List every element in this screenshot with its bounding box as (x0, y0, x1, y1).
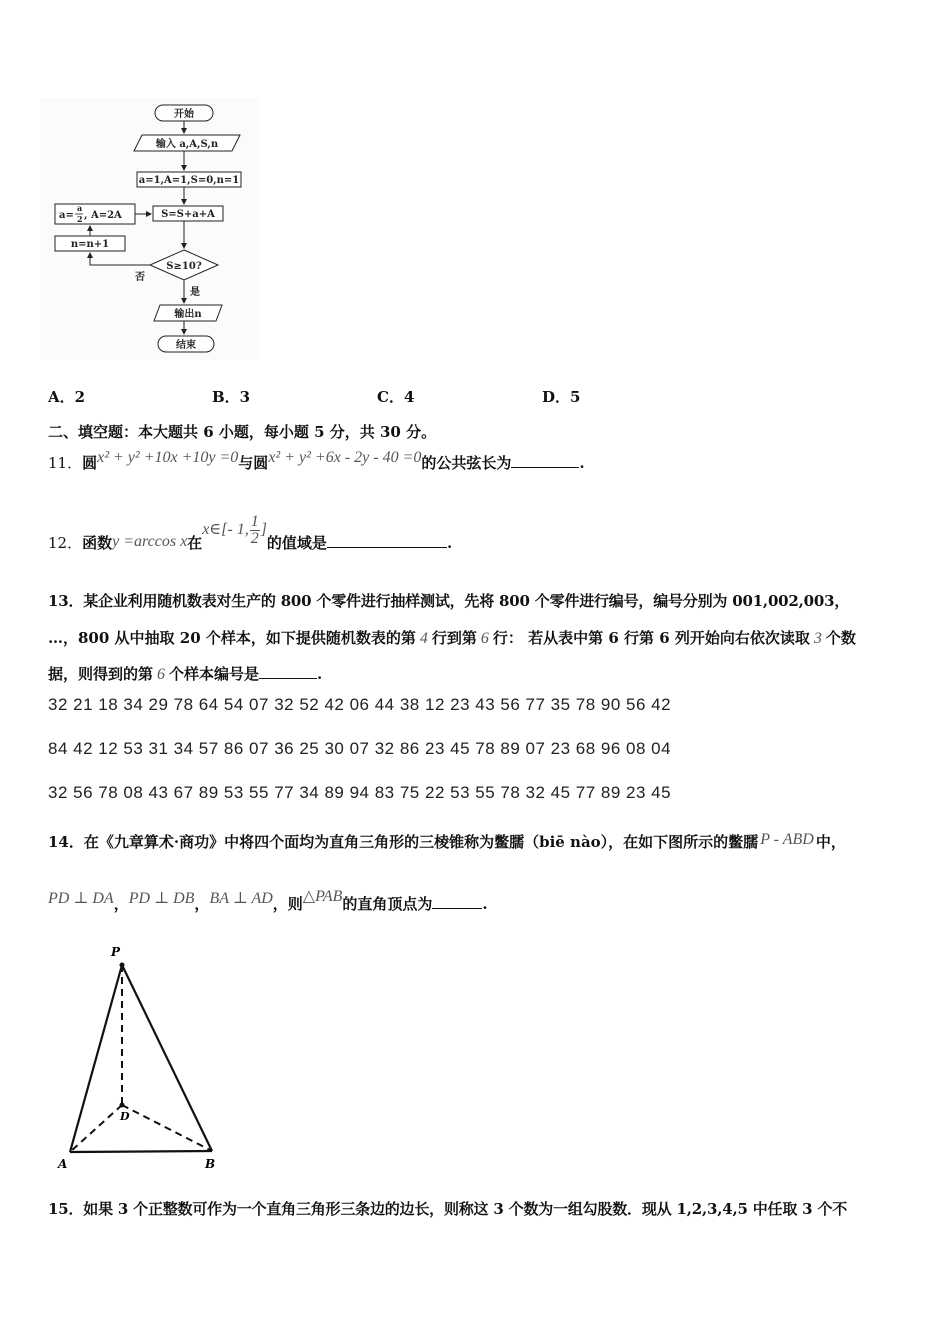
flow-update-prefix: a= (59, 210, 74, 221)
q14-cond-2: PD ⊥ DB (128, 890, 195, 907)
q12-function: y =arccos x (112, 533, 188, 551)
q14-ask: 的直角顶点为 (342, 895, 433, 913)
vertex-label-p: P (111, 945, 121, 959)
q11-text-2: 与圆 (238, 454, 269, 472)
q12-domain-den: 2 (250, 530, 259, 547)
question-11 (48, 449, 585, 473)
q14-l1-a: 14．在《九章算术·商功》中将四个面均为直角三角形的三棱锥称为鳖臑（biē nào），在如下图所示的鳖臑 (48, 833, 759, 851)
q12-number: 12． (48, 534, 83, 553)
q13-l2-n3: 3 (813, 630, 822, 647)
q10-option-a: A．2 (48, 388, 86, 406)
q11-equation-2: x² + y² +6x - 2y - 40 =0 (268, 449, 422, 466)
random-table-row-1: 32 21 18 34 29 78 64 54 07 32 52 42 06 44 38 12 23 43 56 77 35 78 90 56 42 (48, 695, 672, 714)
q11-text-3: 的公共弦长为 (421, 454, 512, 472)
flow-end-label: 结束 (176, 340, 196, 351)
flow-update-suffix: , A=2A (84, 210, 122, 221)
q10-option-d: D．5 (542, 388, 581, 406)
q11-number: 11． (48, 454, 83, 472)
q13-l2-c: 行： 若从表中第 6 行第 6 列开始向右依次读取 (492, 629, 810, 647)
q14-comma-1: ， (113, 895, 129, 913)
q14-cond-1: PD ⊥ DA (48, 890, 114, 907)
tetrahedron-figure (50, 940, 230, 1175)
q14-answer-blank[interactable] (432, 894, 482, 909)
q13-l2-n2: 6 (480, 630, 489, 647)
q13-line-1: 13．某企业利用随机数表对生产的 800 个零件进行抽样测试，先将 800 个零件进行编号，编号分别为 001,002,003， (48, 592, 850, 610)
flowchart (40, 98, 260, 360)
q14-line-2 (48, 888, 488, 914)
q13-l3-a: 据，则得到的第 (48, 665, 154, 683)
q13-l2-n1: 4 (419, 630, 428, 647)
q13-line-2 (48, 627, 856, 648)
q12-text-2: 在 (187, 534, 203, 553)
q13-l3-b: 个样本编号是 (169, 665, 260, 683)
flow-yes-label: 是 (190, 287, 200, 298)
q13-l2-a: …，800 从中抽取 20 个样本，如下提供随机数表的第 (48, 629, 416, 647)
q12-text-1: 函数 (82, 534, 113, 553)
q14-then: ，则 (272, 895, 303, 913)
q14-l1-b: 中， (815, 833, 846, 851)
q12-domain-a: x∈[- 1, (202, 521, 249, 539)
q15-line-1: 15．如果 3 个正整数可作为一个直角三角形三条边的边长，则称这 3 个数为一组勾股数．现从 1,2,3,4,5 中任取 3 个不 (48, 1200, 848, 1218)
vertex-label-b: B (205, 1157, 216, 1171)
q11-answer-blank[interactable] (511, 453, 579, 468)
q13-line-3 (48, 663, 322, 684)
flow-sum-label: S=S+a+A (161, 209, 215, 220)
flow-cond-label: S≥10? (166, 261, 202, 272)
q12-answer-blank[interactable] (327, 533, 447, 548)
flow-output-label: 输出n (174, 309, 202, 320)
q14-triangle: △PAB (302, 888, 343, 905)
q12-domain (202, 514, 267, 547)
q12-end: . (446, 534, 453, 553)
q12-domain-b: ] (260, 521, 267, 539)
flow-frac-den: 2 (77, 214, 83, 224)
q14-cond-3: BA ⊥ AD (209, 890, 273, 907)
q11-end: . (579, 454, 585, 472)
vertex-label-d: D (120, 1110, 130, 1123)
random-table-row-3: 32 56 78 08 43 67 89 53 55 77 34 89 94 83 75 22 53 55 78 32 45 77 89 23 45 (48, 783, 672, 802)
q11-equation-1: x² + y² +10x +10y =0 (97, 449, 239, 466)
q10-option-b: B．3 (212, 388, 251, 406)
flow-start-label: 开始 (174, 109, 194, 120)
question-12 (48, 513, 453, 561)
q14-line-1 (48, 831, 846, 852)
flow-init-label: a=1,A=1,S=0,n=1 (138, 175, 240, 186)
flow-input-label: 输入 a,A,S,n (155, 139, 219, 150)
flow-no-label: 否 (135, 272, 145, 283)
section-title: 二、填空题：本大题共 6 小题，每小题 5 分，共 30 分。 (48, 423, 437, 441)
random-table-row-2: 84 42 12 53 31 34 57 86 07 36 25 30 07 32 86 23 45 78 89 07 23 68 96 08 04 (48, 739, 672, 758)
q14-end: . (482, 895, 488, 913)
q11-text-1: 圆 (82, 454, 98, 472)
q10-option-c: C．4 (377, 388, 415, 406)
flow-frac-num: a (77, 203, 83, 213)
vertex-label-a: A (58, 1157, 68, 1171)
q13-l2-d: 个数 (825, 629, 856, 647)
q12-text-3: 的值域是 (266, 534, 327, 553)
q13-l3-end: . (317, 665, 323, 683)
q13-l2-b: 行到第 (431, 629, 477, 647)
q12-domain-num: 1 (250, 513, 259, 530)
q13-answer-blank[interactable] (259, 664, 317, 679)
q14-l1-math: P - ABD (760, 831, 814, 848)
q14-comma-2: ， (194, 895, 210, 913)
flow-incr-label: n=n+1 (70, 239, 110, 250)
q12-domain-fraction (250, 514, 260, 547)
q13-l3-n: 6 (157, 666, 166, 683)
